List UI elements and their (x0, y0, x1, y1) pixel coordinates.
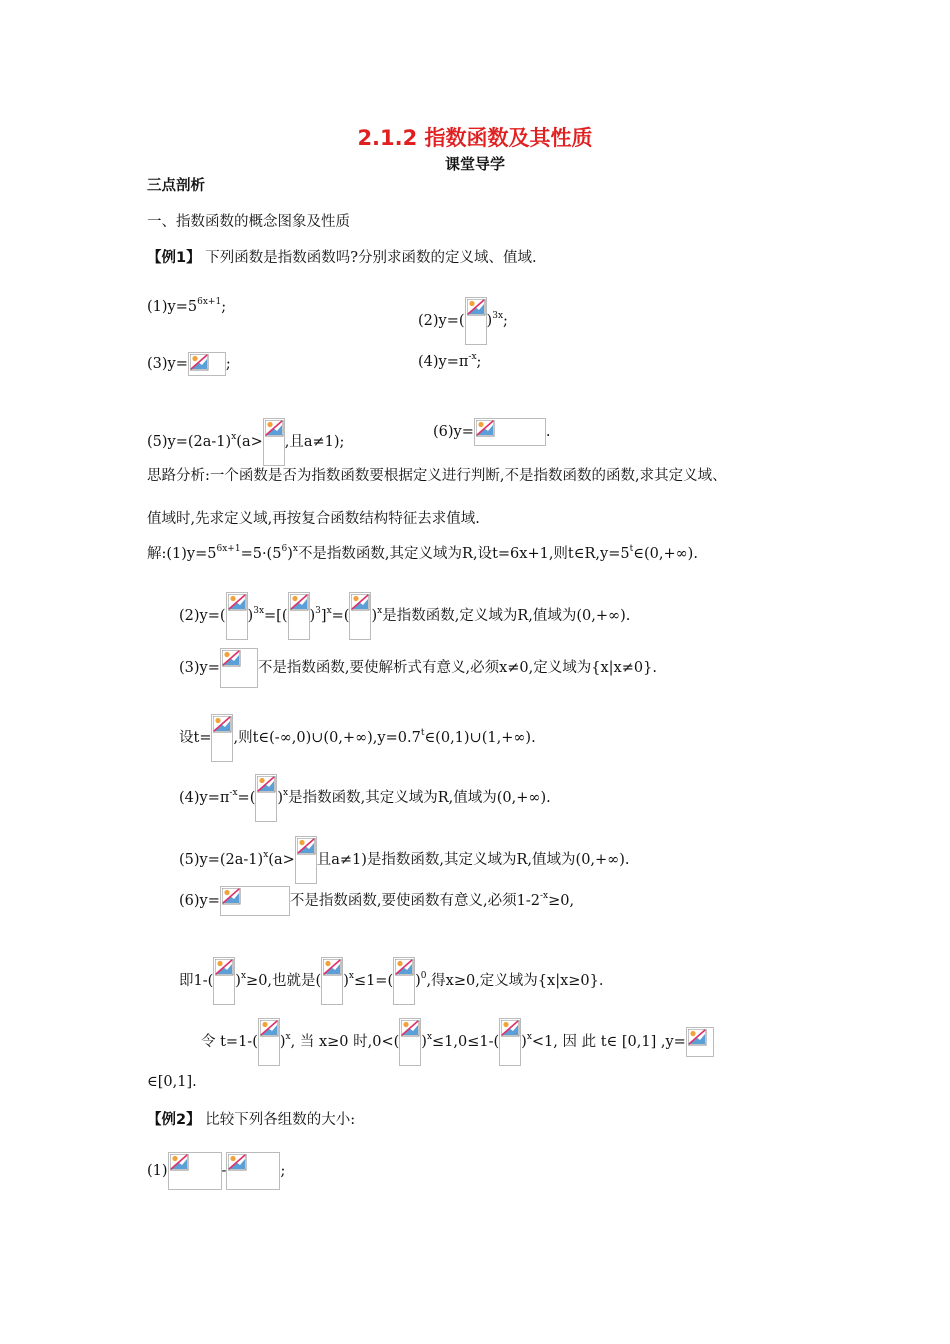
broken-image-icon (213, 957, 235, 1005)
text: ; (280, 1163, 286, 1179)
question-5-end: ,且a≠1); (284, 434, 345, 450)
superscript: x (263, 850, 269, 860)
solution-6 (179, 886, 574, 916)
text: ∈(0,1)∪(1,+∞). (424, 730, 536, 746)
text: 即1-( (179, 973, 214, 989)
text: ] (320, 608, 327, 624)
broken-image-icon (465, 297, 487, 345)
broken-image-icon (211, 714, 233, 762)
question-4 (418, 352, 481, 372)
question-3 (147, 352, 231, 376)
superscript: x (426, 1032, 433, 1042)
broken-image-icon (686, 1027, 714, 1057)
question-6-text: (6)y= (433, 424, 474, 440)
superscript: 6 (281, 544, 288, 554)
question-1-text: (1)y=5 (147, 299, 198, 315)
broken-image-icon (474, 418, 546, 446)
document-subtitle: 课堂导学 (444, 155, 505, 173)
superscript: x (285, 1032, 291, 1042)
text: =[( (264, 608, 288, 624)
example-2-prompt (147, 1110, 355, 1130)
text: ≥0, (548, 893, 575, 909)
text: (3)y= (179, 660, 220, 676)
question-6 (433, 418, 551, 446)
text: 不是指数函数,要使函数有意义,必须1-2 (289, 893, 540, 909)
text: ≤1=( (353, 973, 394, 989)
solution-1 (147, 544, 698, 564)
question-5-mid: (a> (236, 434, 263, 450)
text: 不是指数函数,其定义域为R,设t=6x+1,则t∈R,y=5 (297, 546, 630, 562)
text: - (221, 1163, 227, 1179)
superscript: 6x+1 (197, 297, 222, 307)
broken-image-icon (220, 886, 290, 916)
text: =( (237, 790, 256, 806)
example-1-text: 下列函数是指数函数吗?分别求函数的定义域、值域. (200, 250, 537, 266)
superscript: -x (539, 891, 549, 901)
solution-3-substitution (179, 714, 536, 762)
superscript: 3x (492, 311, 504, 321)
question-3-text: (3)y= (147, 356, 188, 372)
question-6-end: . (545, 424, 551, 440)
text: ≥0,也就是( (246, 973, 322, 989)
text: 不是指数函数,要使解析式有意义,必须x≠0,定义域为{x|x≠0}. (257, 660, 657, 676)
broken-image-icon (349, 592, 371, 640)
text: ) (415, 973, 421, 989)
superscript: -x (229, 788, 238, 798)
question-2-end: ; (503, 313, 508, 329)
example-1-label: 【例1】 (147, 250, 201, 266)
broken-image-icon (226, 1152, 280, 1190)
text: ,得x≥0,定义域为{x|x≥0}. (426, 973, 604, 989)
solution-2 (179, 592, 630, 640)
superscript: x (526, 1032, 532, 1042)
superscript: 3x (253, 606, 265, 616)
broken-image-icon (255, 774, 277, 822)
superscript: x (348, 971, 354, 981)
superscript: x (292, 544, 298, 554)
text: 设t= (179, 730, 212, 746)
superscript: 0 (420, 971, 427, 981)
example-1-prompt (147, 248, 537, 268)
question-2 (418, 297, 508, 345)
superscript: x (240, 971, 247, 981)
solution-7 (179, 957, 603, 1005)
broken-image-icon (295, 836, 317, 884)
text: 解:(1)y=5 (147, 546, 217, 562)
broken-image-icon (226, 592, 248, 640)
broken-image-icon (499, 1018, 521, 1066)
text: ) (343, 973, 349, 989)
solution-8 (201, 1018, 714, 1066)
example-2-text: 比较下列各组数的大小: (200, 1112, 356, 1128)
text: (1) (147, 1163, 168, 1179)
text: (4)y=π (179, 790, 230, 806)
text: (5)y=(2a-1) (179, 852, 264, 868)
question-3-end: ; (225, 356, 231, 372)
text: (2)y=( (179, 608, 226, 624)
broken-image-icon (188, 352, 226, 376)
document-title: 2.1.2 指数函数及其性质 (357, 126, 593, 150)
text: ) (277, 790, 284, 806)
solution-5 (179, 836, 630, 884)
text: ) (235, 973, 241, 989)
section-heading: 三点剖析 (147, 178, 205, 194)
broken-image-icon (288, 592, 310, 640)
superscript: -x (468, 352, 477, 362)
superscript: t (629, 544, 634, 554)
subsection-heading: 一、指数函数的概念图象及性质 (147, 214, 350, 230)
broken-image-icon (168, 1152, 222, 1190)
question-5 (147, 418, 344, 466)
analysis-line-2: 值域时,先求定义域,再按复合函数结构特征去求值域. (147, 511, 480, 527)
solution-4 (179, 774, 551, 822)
superscript: x (283, 788, 289, 798)
text: (a> (268, 852, 295, 868)
analysis-line-1: 思路分析:一个函数是否为指数函数要根据定义进行判断,不是指数函数的函数,求其定义域、 (147, 468, 727, 484)
text: ) (421, 1034, 427, 1050)
text: <1, 因 此 t∈ [0,1] ,y= (531, 1034, 686, 1050)
text: (6)y= (179, 893, 220, 909)
text: ) (247, 608, 254, 624)
text: ) (287, 546, 293, 562)
text: =( (331, 608, 350, 624)
question-4-text: (4)y=π (418, 354, 469, 370)
superscript: x (326, 606, 332, 616)
solution-9: ∈[0,1]. (147, 1074, 197, 1090)
broken-image-icon (220, 648, 258, 688)
text: 且a≠1)是指数函数,其定义域为R,值域为(0,+∞). (316, 852, 630, 868)
text: ) (521, 1034, 527, 1050)
question-1 (147, 297, 226, 317)
text: ) (279, 1034, 286, 1050)
example-2-label: 【例2】 (147, 1112, 201, 1128)
superscript: 3 (315, 606, 321, 616)
text: , 当 x≥0 时,0<( (290, 1034, 400, 1050)
broken-image-icon (399, 1018, 421, 1066)
broken-image-icon (321, 957, 343, 1005)
superscript: x (231, 432, 237, 442)
question-4-end: ; (476, 354, 482, 370)
example-2-question-1 (147, 1152, 285, 1190)
question-5-text: (5)y=(2a-1) (147, 434, 232, 450)
superscript: x (377, 606, 383, 616)
broken-image-icon (258, 1018, 280, 1066)
text: =5·(5 (240, 546, 282, 562)
solution-3 (179, 648, 657, 688)
broken-image-icon (393, 957, 415, 1005)
superscript: t (420, 728, 425, 738)
question-2-text: (2)y=( (418, 313, 465, 329)
text: ,则t∈(-∞,0)∪(0,+∞),y=0.7 (233, 730, 421, 746)
text: 是指数函数,其定义域为R,值域为(0,+∞). (288, 790, 551, 806)
text: ≤1,0≤1-( (432, 1034, 500, 1050)
text: 是指数函数,定义域为R,值域为(0,+∞). (382, 608, 631, 624)
text: 令 t=1-( (201, 1034, 258, 1050)
text: ) (371, 608, 378, 624)
broken-image-icon (263, 418, 285, 466)
text: ∈(0,+∞). (633, 546, 698, 562)
superscript: 6x+1 (216, 544, 241, 554)
paren: ) (486, 313, 493, 329)
text: ) (309, 608, 316, 624)
question-1-end: ; (221, 299, 227, 315)
